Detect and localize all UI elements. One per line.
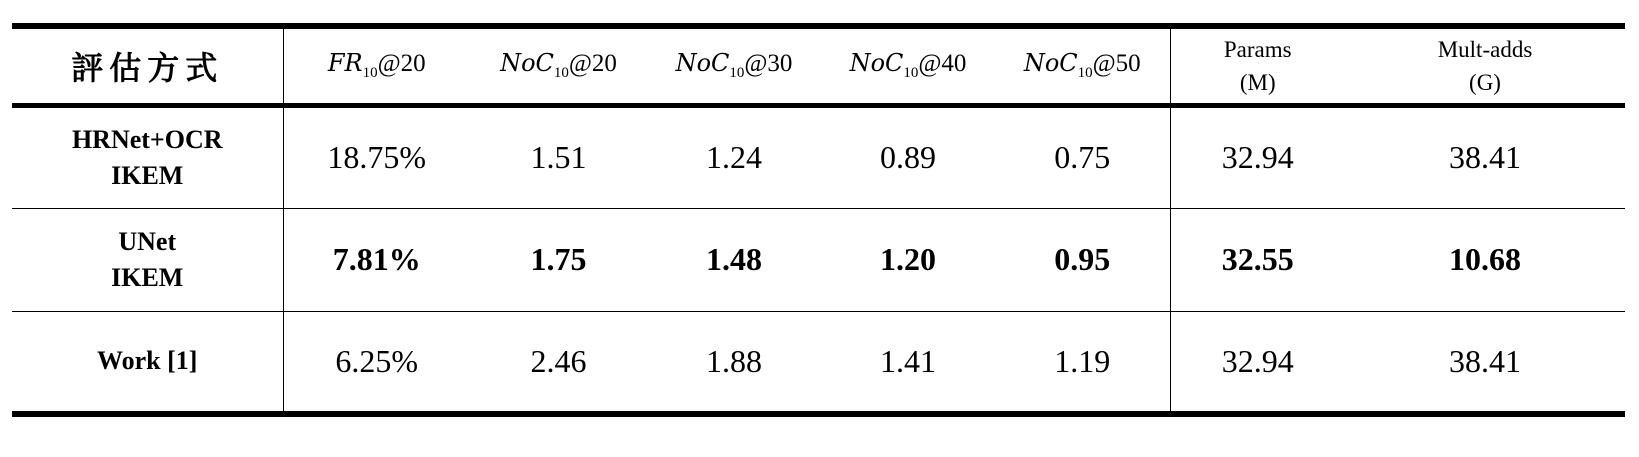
cell-fr10-at20: 7.81% xyxy=(283,208,470,311)
header-noc10-at50-sub: 10 xyxy=(1077,65,1093,82)
comparison-table xyxy=(12,23,1625,417)
header-noc10-at40-suffix: @40 xyxy=(918,50,967,78)
cell-params: 32.94 xyxy=(1221,139,1294,175)
header-noc10-at20-sub: 10 xyxy=(553,65,569,82)
header-noc10-at50 xyxy=(995,26,1170,105)
row-label-line1: UNet xyxy=(118,226,177,256)
header-noc10-at40 xyxy=(821,26,995,105)
header-noc10-at30-main: NoC xyxy=(675,49,730,78)
header-fr10-at20 xyxy=(283,26,470,105)
header-row xyxy=(12,26,1625,105)
header-noc10-at50-main: NoC xyxy=(1023,49,1078,78)
cell-noc10-at20: 2.46 xyxy=(470,311,647,414)
header-noc10-at40-sub: 10 xyxy=(903,65,919,82)
cell-noc10-at50: 0.95 xyxy=(995,208,1170,311)
row-label-line2: IKEM xyxy=(111,262,184,292)
header-params xyxy=(1170,26,1345,105)
header-multadds xyxy=(1345,26,1625,105)
cell-noc10-at20: 1.51 xyxy=(530,139,587,175)
cell-fr10-at20: 18.75% xyxy=(327,139,427,175)
header-fr10-at20-main: FR xyxy=(327,49,363,78)
header-noc10-at50-suffix: @50 xyxy=(1092,50,1141,78)
header-noc10-at30-sub: 10 xyxy=(729,65,745,82)
header-noc10-at40-main: NoC xyxy=(849,49,904,78)
header-noc10-at30-suffix: @30 xyxy=(744,50,793,78)
cell-params: 32.94 xyxy=(1170,311,1345,414)
cell-noc10-at20: 1.75 xyxy=(470,208,647,311)
header-noc10-at20 xyxy=(470,26,647,105)
row-label-unet-ikem xyxy=(12,208,283,311)
row-label-line1: HRNet+OCR xyxy=(71,124,223,154)
header-noc10-at20-main: NoC xyxy=(500,49,554,78)
header-params-line1: Params xyxy=(1223,36,1292,62)
header-params-line2: (M) xyxy=(1239,69,1276,95)
cell-noc10-at30: 1.48 xyxy=(647,208,821,311)
table-row-work-1 xyxy=(12,311,1625,414)
cell-noc10-at40: 1.41 xyxy=(821,311,995,414)
cell-noc10-at50: 1.19 xyxy=(995,311,1170,414)
header-multadds-line2: (G) xyxy=(1469,69,1501,95)
cell-fr10-at20: 6.25% xyxy=(283,311,470,414)
header-fr10-at20-suffix: @20 xyxy=(377,50,426,78)
row-label-line1: Work [1] xyxy=(97,346,198,376)
cell-noc10-at30: 1.24 xyxy=(706,139,762,175)
cell-multadds: 10.68 xyxy=(1345,208,1625,311)
cell-noc10-at50: 0.75 xyxy=(995,105,1170,208)
cell-noc10-at40: 1.20 xyxy=(821,208,995,311)
cell-multadds: 38.41 xyxy=(1345,311,1625,414)
row-label-work-1 xyxy=(12,311,283,414)
header-method: 評估方式 xyxy=(12,26,283,105)
cell-noc10-at30: 1.88 xyxy=(647,311,821,414)
header-noc10-at30 xyxy=(647,26,821,105)
cell-params: 32.55 xyxy=(1170,208,1345,311)
table-row-hrnet-ocr-ikem xyxy=(12,105,1625,208)
header-fr10-at20-sub: 10 xyxy=(362,65,378,82)
table-row-unet-ikem xyxy=(12,208,1625,311)
cell-noc10-at40: 0.89 xyxy=(880,139,936,175)
results-table-container xyxy=(12,23,1625,417)
header-noc10-at20-suffix: @20 xyxy=(568,50,617,78)
row-label-hrnet-ocr-ikem xyxy=(12,105,283,208)
header-multadds-line1: Mult-adds xyxy=(1437,36,1533,62)
cell-multadds: 38.41 xyxy=(1449,139,1521,175)
row-label-line2: IKEM xyxy=(111,160,184,190)
